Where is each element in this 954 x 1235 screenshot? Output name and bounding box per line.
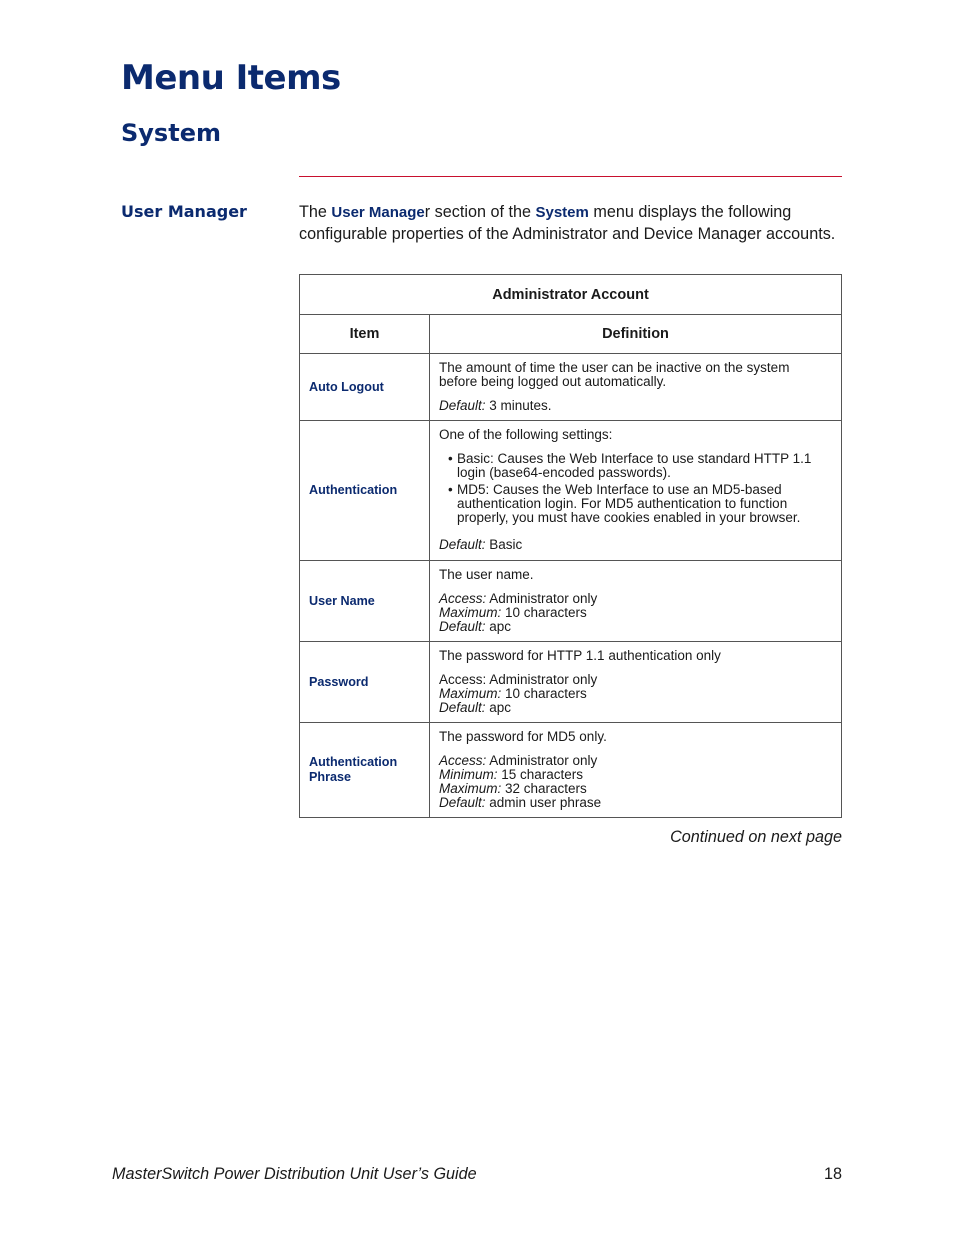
maximum-value: 32 characters bbox=[501, 781, 587, 796]
table-row bbox=[300, 561, 842, 642]
administrator-account-table bbox=[299, 274, 842, 818]
maximum-value: 10 characters bbox=[501, 605, 587, 620]
default-label: Default: bbox=[439, 795, 486, 810]
column-header-item: Item bbox=[300, 315, 430, 354]
item-label-line: Phrase bbox=[309, 770, 352, 784]
page-number: 18 bbox=[823, 1165, 842, 1183]
maximum-label: Maximum: bbox=[439, 781, 502, 796]
intro-text-mid: r section of the bbox=[424, 203, 536, 221]
intro-text-post: menu displays the following configurable properties of the Administrator and Device Manager accounts. bbox=[299, 203, 836, 243]
access-value: Administrator only bbox=[486, 753, 598, 768]
access-label: Access: bbox=[439, 753, 487, 768]
maximum-label: Maximum: bbox=[439, 605, 502, 620]
maximum-value: 10 characters bbox=[501, 686, 587, 701]
default-label: Default: bbox=[439, 700, 486, 715]
continued-note: Continued on next page bbox=[670, 828, 842, 846]
row-item-password: Password bbox=[300, 642, 430, 723]
table-row bbox=[300, 421, 842, 561]
row-item-authentication-phrase bbox=[300, 723, 430, 818]
maximum-line bbox=[439, 782, 831, 796]
table-row bbox=[300, 642, 842, 723]
list-item: • Basic: Causes the Web Interface to use standard HTTP 1.1 login (base64-encoded passwords). bbox=[457, 452, 831, 480]
default-value: apc bbox=[485, 619, 512, 634]
table-caption-row bbox=[300, 275, 842, 315]
intro-paragraph bbox=[299, 202, 844, 244]
row-definition bbox=[430, 642, 842, 723]
row-definition bbox=[430, 561, 842, 642]
table-row bbox=[300, 723, 842, 818]
minimum-line bbox=[439, 768, 831, 782]
default-value: admin user phrase bbox=[485, 795, 602, 810]
footer-document-title: MasterSwitch Power Distribution Unit User’s Guide bbox=[112, 1165, 477, 1183]
section-divider bbox=[299, 176, 842, 177]
column-header-definition: Definition bbox=[430, 315, 842, 354]
intro-keyword-user-manager: User Manage bbox=[331, 204, 425, 221]
access-value: Administrator only bbox=[486, 591, 598, 606]
row-item-authentication: Authentication bbox=[300, 421, 430, 561]
list-item: • MD5: Causes the Web Interface to use an MD5-based authentication login. For MD5 authentication to function properly, you must have cookies enabled in your browser. bbox=[457, 483, 831, 525]
item-label-line: Authentication bbox=[309, 755, 398, 769]
default-line bbox=[439, 796, 831, 810]
intro-keyword-system: System bbox=[535, 204, 589, 221]
access-line: Access: Administrator only bbox=[439, 672, 598, 687]
maximum-line bbox=[439, 606, 831, 620]
table-caption: Administrator Account bbox=[300, 275, 842, 315]
definition-text: One of the following settings: bbox=[439, 427, 613, 442]
default-line bbox=[439, 399, 831, 413]
table-header-row bbox=[300, 315, 842, 354]
minimum-value: 15 characters bbox=[497, 767, 584, 782]
maximum-label: Maximum: bbox=[439, 686, 502, 701]
default-value: 3 minutes. bbox=[485, 398, 552, 413]
row-item-auto-logout: Auto Logout bbox=[300, 354, 430, 421]
definition-text: The amount of time the user can be inactive on the system before being logged out automatically. bbox=[439, 360, 790, 389]
table-row bbox=[300, 354, 842, 421]
default-label: Default: bbox=[439, 537, 486, 552]
row-definition bbox=[430, 354, 842, 421]
minimum-label: Minimum: bbox=[439, 767, 498, 782]
access-line bbox=[439, 754, 831, 768]
page-title: Menu Items bbox=[121, 58, 341, 98]
default-value: Basic bbox=[485, 537, 523, 552]
access-line bbox=[439, 592, 831, 606]
definition-text: The user name. bbox=[439, 567, 534, 582]
section-heading: System bbox=[121, 119, 221, 147]
definition-text: The password for MD5 only. bbox=[439, 729, 607, 744]
settings-list bbox=[439, 452, 831, 525]
subsection-heading: User Manager bbox=[121, 202, 247, 221]
default-label: Default: bbox=[439, 619, 486, 634]
default-label: Default: bbox=[439, 398, 486, 413]
default-line bbox=[439, 538, 831, 552]
default-line bbox=[439, 701, 831, 715]
access-label: Access: bbox=[439, 591, 487, 606]
row-item-user-name: User Name bbox=[300, 561, 430, 642]
default-line bbox=[439, 620, 831, 634]
row-definition bbox=[430, 723, 842, 818]
row-definition bbox=[430, 421, 842, 561]
intro-text-pre: The bbox=[299, 203, 332, 221]
default-value: apc bbox=[485, 700, 512, 715]
maximum-line bbox=[439, 687, 831, 701]
definition-text: The password for HTTP 1.1 authentication only bbox=[439, 648, 721, 663]
